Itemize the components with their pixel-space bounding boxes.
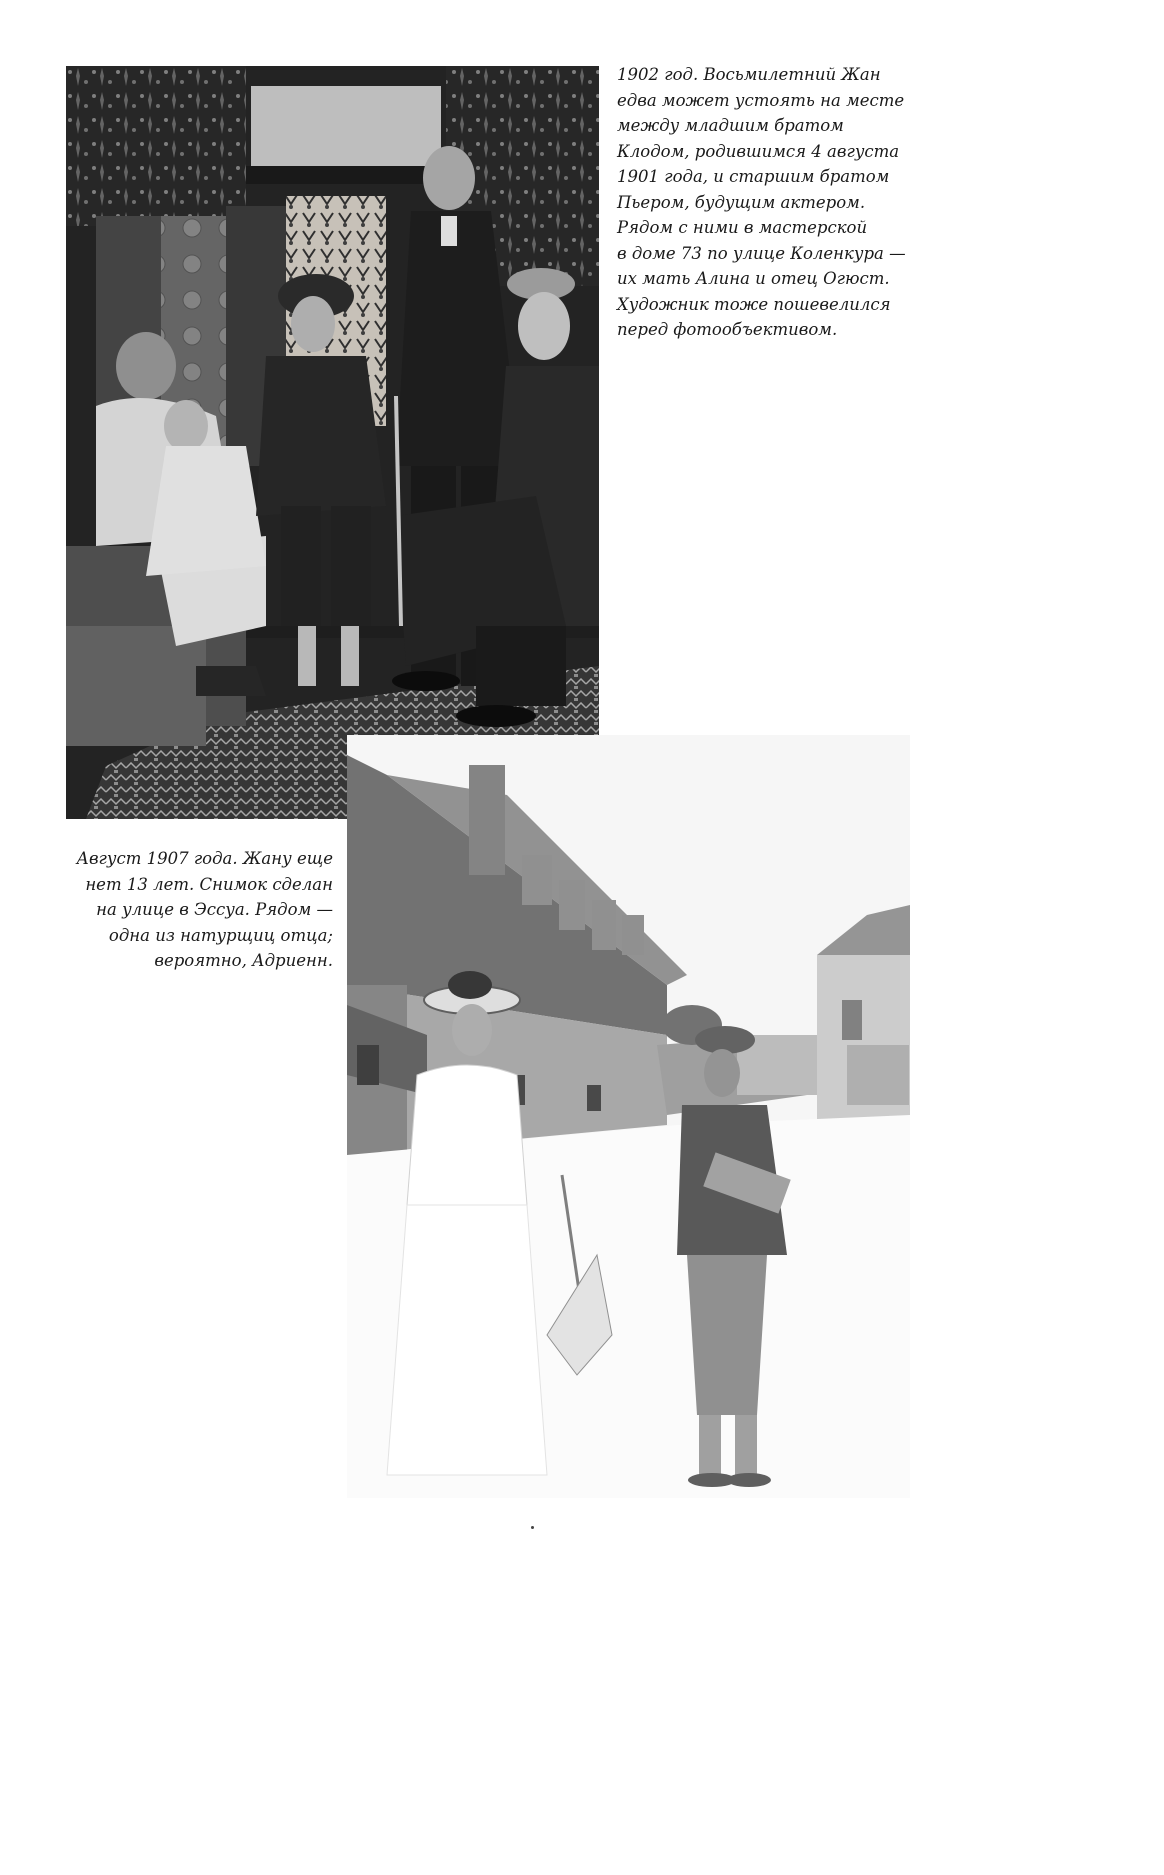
print-speck: [531, 1526, 534, 1529]
family-studio-photo-illustration: [66, 66, 599, 819]
caption-photo-1907: Август 1907 года. Жану еще нет 13 лет. Снимок сделан на улице в Эссуа. Рядом — одна из натурщиц отца; вероятно, Адриенн.: [76, 849, 333, 970]
family-studio-photo-1902: [66, 66, 599, 819]
caption-photo-1902: 1902 год. Восьмилетний Жан едва может устоять на месте между младшим братом Клодом, родившимся 4 августа 1901 года, и старшим братом Пьером, будущим актером. Рядом с ними в мастерской в доме 73 по улице Коленкура — их мать Алина и отец Огюст. Художник тоже пошевелился перед фотообъективом.: [617, 65, 906, 339]
essoyes-street-photo-1907: [347, 735, 910, 1498]
essoyes-street-photo-illustration: [347, 735, 910, 1498]
